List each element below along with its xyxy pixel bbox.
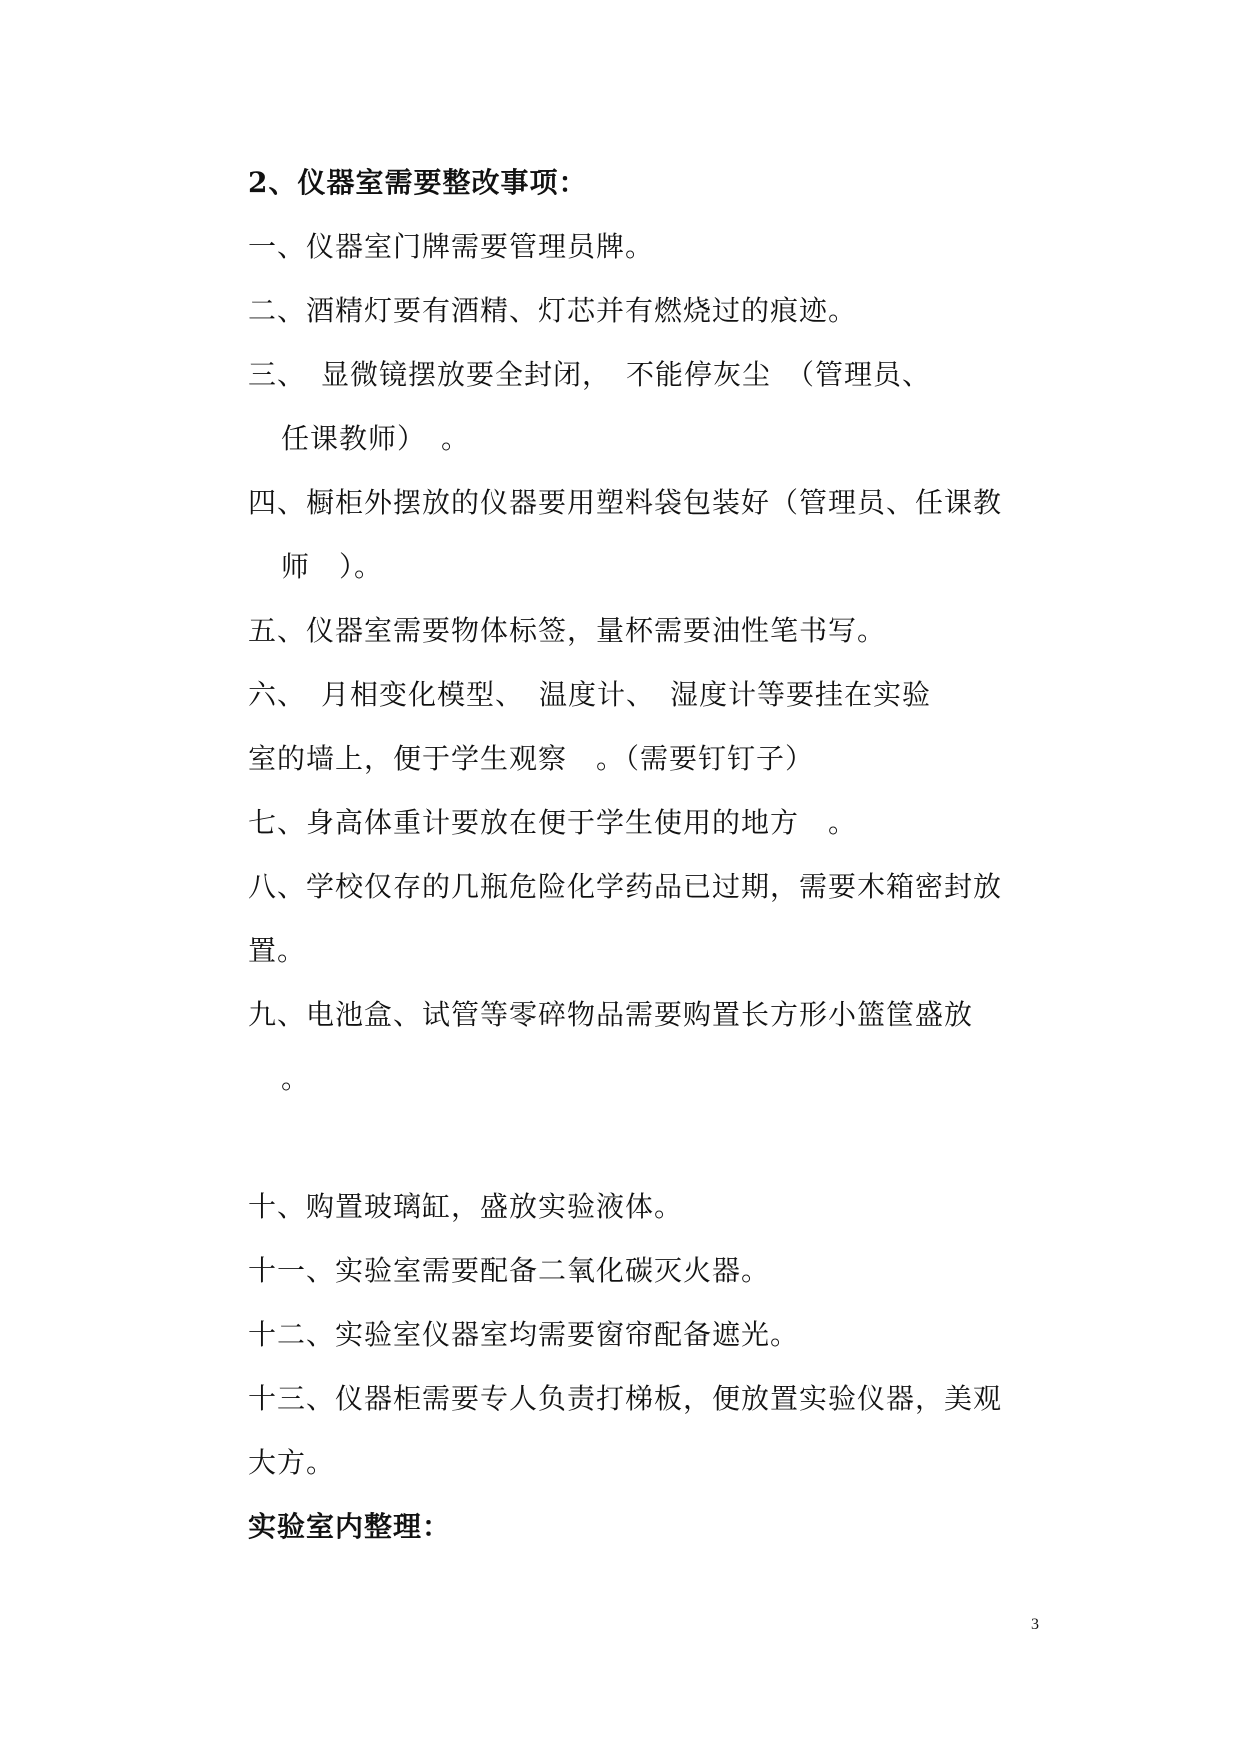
list-item: 十二、实验室仪器室均需要窗帘配备遮光。 [248, 1318, 800, 1351]
list-item-continuation: 。 [281, 1062, 311, 1095]
list-item: 三、 显微镜摆放要全封闭， 不能停灰尘 （管理员、 [248, 358, 932, 391]
list-item-continuation: 大方。 [248, 1446, 336, 1479]
list-item: 六、 月相变化模型、 温度计、 湿度计等要挂在实验 [248, 678, 932, 711]
list-item: 一、仪器室门牌需要管理员牌。 [248, 230, 655, 263]
list-item: 七、身高体重计要放在便于学生使用的地方 。 [248, 806, 858, 839]
list-item: 十、购置玻璃缸，盛放实验液体。 [248, 1190, 684, 1223]
list-item-continuation: 置。 [248, 934, 307, 967]
list-item: 四、橱柜外摆放的仪器要用塑料袋包装好（管理员、任课教 [248, 486, 1003, 519]
list-item: 五、仪器室需要物体标签，量杯需要油性笔书写。 [248, 614, 887, 647]
list-item-continuation: 师 ）。 [281, 550, 384, 583]
list-item: 二、酒精灯要有酒精、灯芯并有燃烧过的痕迹。 [248, 294, 858, 327]
section-heading: 2、仪器室需要整改事项： [248, 166, 588, 199]
list-item-continuation: 任课教师） 。 [281, 422, 471, 455]
section-subheading: 实验室内整理： [248, 1510, 452, 1543]
list-item: 八、学校仅存的几瓶危险化学药品已过期，需要木箱密封放 [248, 870, 1003, 903]
list-item: 十一、实验室需要配备二氧化碳灭火器。 [248, 1254, 771, 1287]
list-item: 九、电池盒、试管等零碎物品需要购置长方形小篮筐盛放 [248, 998, 974, 1031]
list-item-continuation: 室的墙上，便于学生观察 。（需要钉钉子） [248, 742, 815, 775]
list-item: 十三、仪器柜需要专人负责打梯板，便放置实验仪器，美观 [248, 1382, 1003, 1415]
page-number: 3 [1031, 1616, 1039, 1633]
